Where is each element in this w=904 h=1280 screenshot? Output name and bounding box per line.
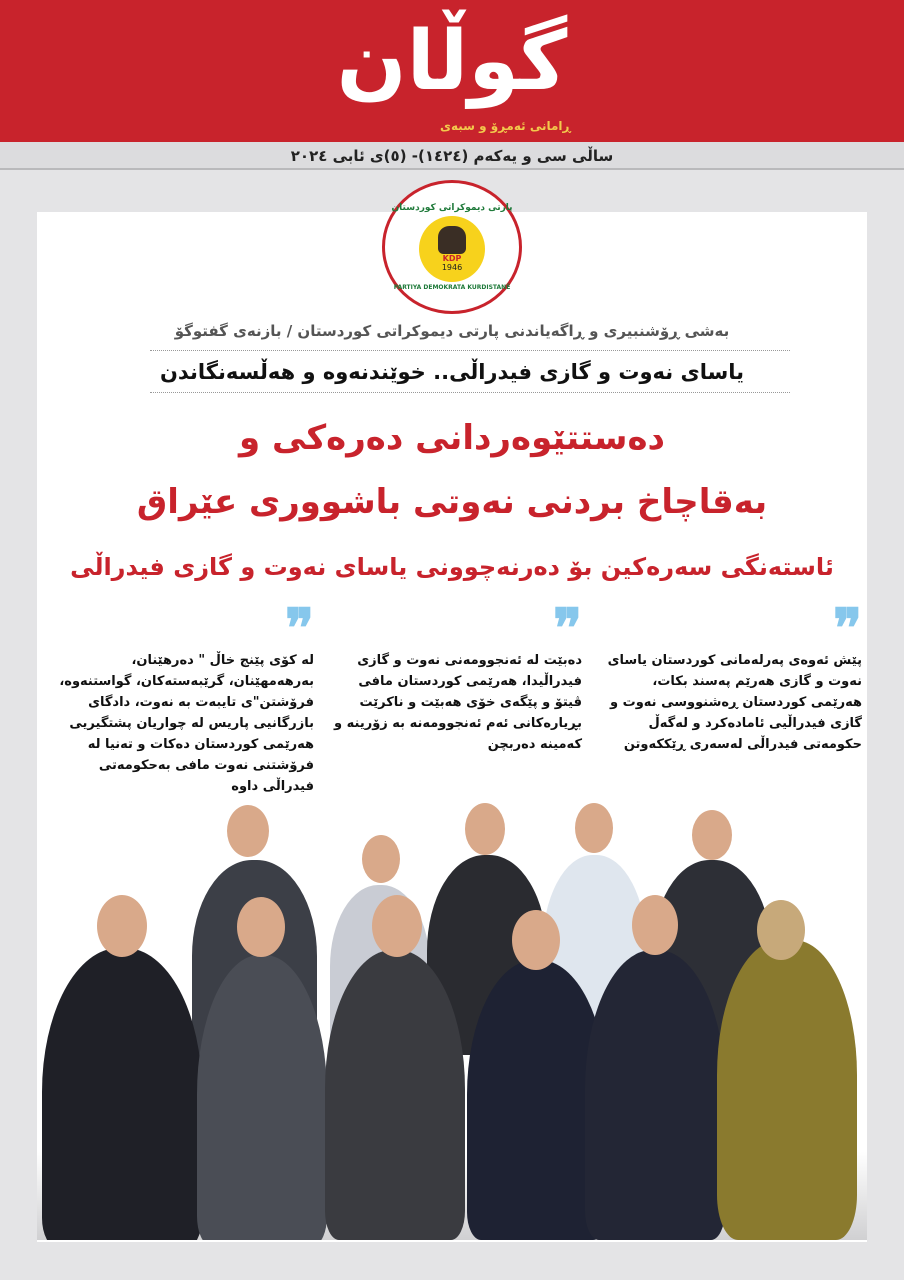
person-head (362, 835, 400, 883)
quote-text: لە کۆی پێنج خاڵ " دەرهێنان، بەرهەمهێنان، گرێبەستەکان، گواستنەوە، فرۆشتن"ی تایبەت بە نەوت، دادگای بازرگانیی پاریس لە چواریان پشتگیریی هەرێمی کوردستان دەکات و تەنیا لە فرۆشتنی نەوت مافی بەحکومەتی فیدراڵی داوە (59, 653, 314, 794)
person-head (97, 895, 147, 957)
section-label: بەشی ڕۆشنبیری و ڕاگەیاندنی پارتی دیموکراتی کوردستان / بازنەی گفتوگۆ (174, 322, 730, 340)
quote-3 (44, 606, 314, 797)
group-photo (37, 800, 867, 1240)
quote-mark-icon: ❞ (832, 606, 862, 650)
logo-sun (419, 216, 485, 282)
quote-text: پێش ئەوەی پەرلەمانی کوردستان یاسای نەوت و گازی هەرێم پەسند بکات، هەرێمی کوردستان ڕەشنووسی نەوت و گازی فیدراڵیی ئامادەکرد و لەگەڵ حکومەتی فیدراڵی لەسەری ڕێککەوتن (607, 653, 862, 752)
eagle-icon (438, 226, 466, 254)
forum-title: یاسای نەوت و گازی فیدراڵی.. خوێندنەوە و هەڵسەنگاندن (159, 360, 745, 384)
kdp-logo (382, 180, 522, 314)
person-head (227, 805, 269, 857)
person-head (632, 895, 678, 955)
person (717, 940, 857, 1240)
magazine-logo-title: گوڵان (336, 14, 568, 109)
person-head (512, 910, 560, 970)
divider (150, 392, 790, 393)
person (42, 948, 202, 1240)
person (197, 955, 327, 1240)
person-head (692, 810, 732, 860)
person-head (372, 895, 422, 957)
quote-mark-icon: ❞ (284, 606, 314, 650)
masthead (0, 0, 904, 142)
person (325, 950, 465, 1240)
quote-text: دەبێت لە ئەنجوومەنی نەوت و گازی فیدراڵیدا، هەرێمی کوردستان مافی ڤیتۆ و پێگەی خۆی هەبێت و ناکرێت بڕیارەکانی ئەم ئەنجوومەنە بە زۆرینە و کەمینە دەربچن (334, 653, 582, 752)
subheadline: ئاستەنگی سەرەکین بۆ دەرنەچوونی یاسای نەوت و گازی فیدراڵی (70, 553, 834, 581)
person-head (465, 803, 505, 855)
magazine-tagline: ڕامانی ئەمڕۆ و سبەی (440, 119, 571, 133)
person-head (237, 897, 285, 957)
logo-abbr: KDP (442, 254, 462, 263)
divider (150, 350, 790, 351)
quote-mark-icon: ❞ (552, 606, 582, 650)
logo-year: 1946 (441, 263, 463, 272)
quote-1 (600, 606, 862, 755)
person-head (575, 803, 613, 853)
logo-bottom-text: PARTIYA DEMOKRATA KURDISTANÊ (393, 284, 511, 291)
headline-line-2: بەقاچاخ بردنی نەوتی باشووری عێراق (136, 482, 768, 522)
issue-date-line: ساڵی سی و یەکەم (١٤٢٤)- (٥)ی ئابی ٢٠٢٤ (0, 142, 904, 170)
logo-arc-text: پارتی دیموکراتی کوردستان (391, 203, 513, 213)
quote-2 (330, 606, 582, 755)
headline-line-1: دەستتێوەردانی دەرەکی و (239, 418, 665, 458)
person (585, 950, 725, 1240)
person-head (757, 900, 805, 960)
